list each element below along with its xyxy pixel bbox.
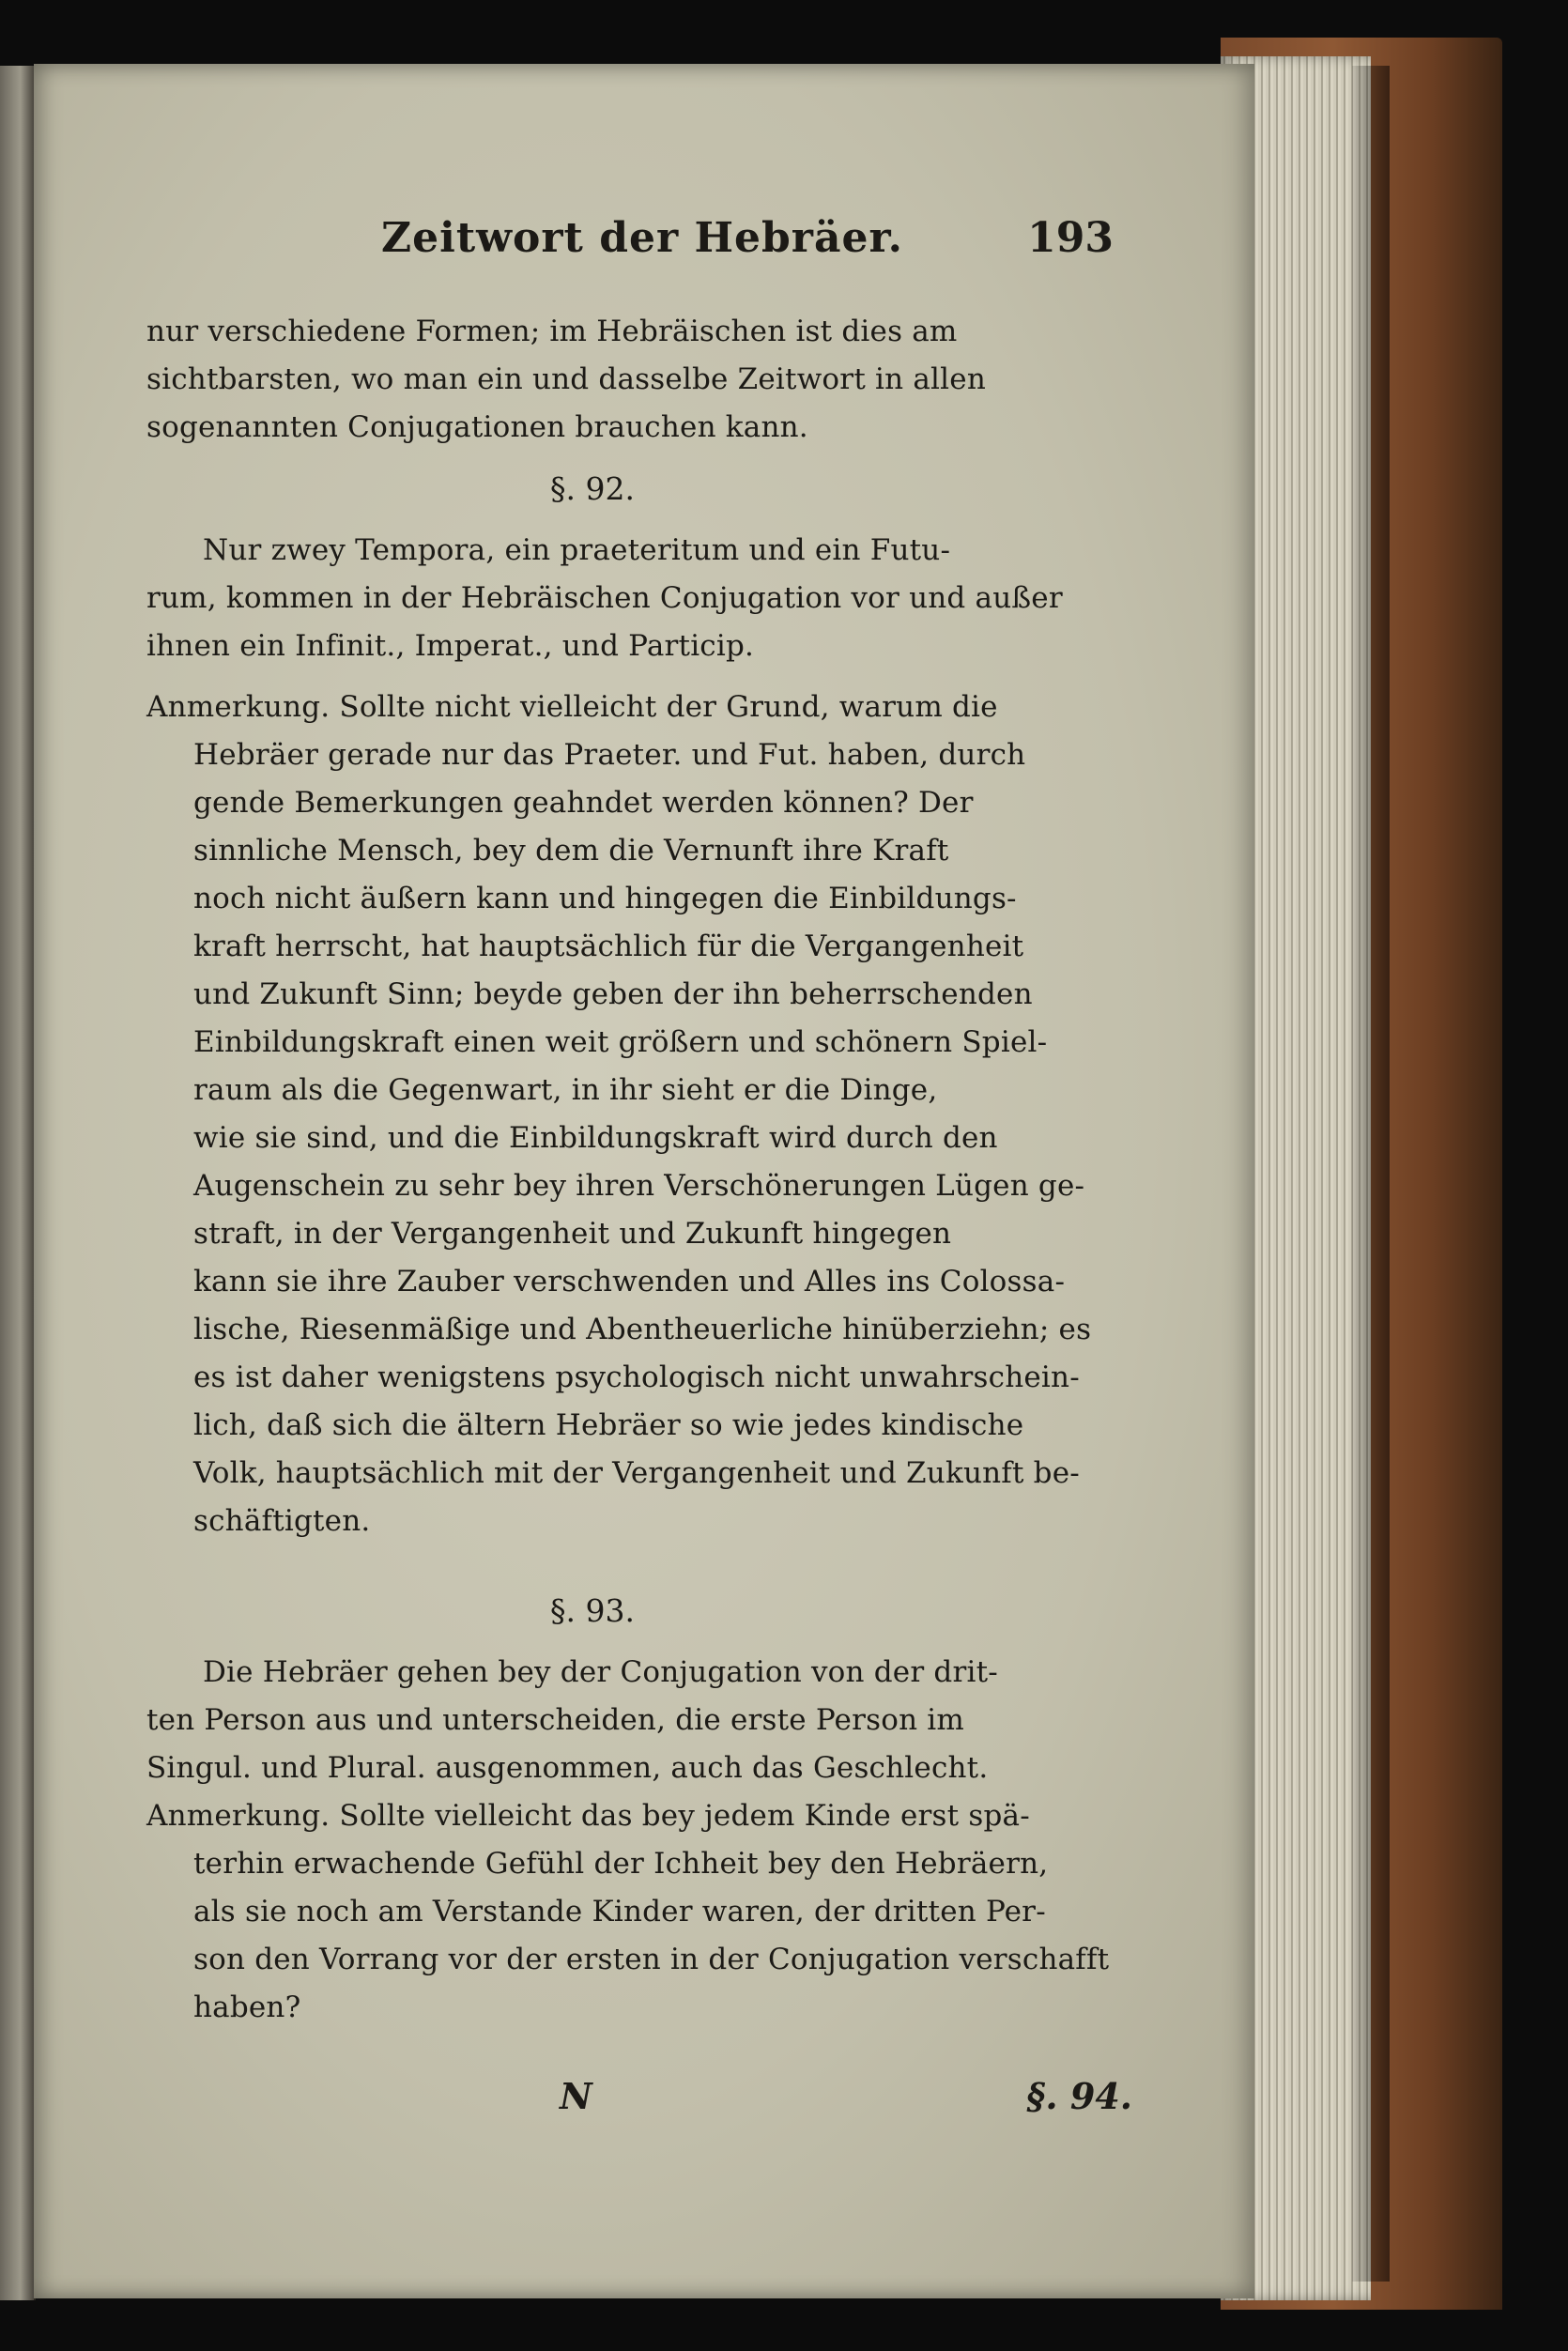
text-line: sichtbarsten, wo man ein und dasselbe Zeitwort in allen: [146, 362, 986, 396]
note-line: Anmerkung. Sollte vielleicht das bey jedem Kinde erst spä-: [146, 1799, 1030, 1833]
running-title: Zeitwort der Hebräer.: [381, 214, 903, 262]
section-heading-93: §. 93.: [550, 1592, 635, 1629]
note-line: schäftigten.: [193, 1504, 371, 1538]
note-line: lich, daß sich die ältern Hebräer so wie jedes kindische: [193, 1408, 1024, 1442]
note-line: Anmerkung. Sollte nicht vielleicht der Grund, warum die: [146, 690, 998, 724]
note-line: Hebräer gerade nur das Praeter. und Fut. haben, durch: [193, 738, 1026, 772]
note-line: gende Bemerkungen geahndet werden können? Der: [193, 786, 974, 820]
section-heading-92: §. 92.: [550, 470, 635, 507]
note-anmerkung-1: [146, 684, 1132, 1545]
page-content: [146, 214, 1132, 2129]
text-line: sogenannten Conjugationen brauchen kann.: [146, 410, 808, 444]
signature-mark: N: [560, 2075, 592, 2117]
page-number: 193: [1027, 214, 1114, 262]
note-line: haben?: [193, 1990, 301, 2024]
text-line: ten Person aus und unterscheiden, die erste Person im: [146, 1703, 965, 1737]
page-footer: [146, 2064, 1132, 2129]
text-line: Die Hebräer gehen bey der Conjugation von der drit-: [203, 1655, 998, 1689]
book-page: [34, 64, 1254, 2298]
note-line: lische, Riesenmäßige und Abentheuerliche hinüberziehn; es: [193, 1313, 1092, 1346]
note-line: wie sie sind, und die Einbildungskraft wird durch den: [193, 1121, 998, 1155]
note-line: sinnliche Mensch, bey dem die Vernunft ihre Kraft: [193, 834, 949, 868]
note-line: raum als die Gegenwart, in ihr sieht er die Dinge,: [193, 1073, 938, 1107]
previous-page-edge: [0, 66, 36, 2300]
note-line: terhin erwachende Gefühl der Ichheit bey den Hebräern,: [193, 1847, 1049, 1881]
note-line: und Zukunft Sinn; beyde geben der ihn beherrschenden: [193, 977, 1033, 1011]
text-line: nur verschiedene Formen; im Hebräischen ist dies am: [146, 315, 958, 348]
text-line: Singul. und Plural. ausgenommen, auch das Geschlecht.: [146, 1751, 989, 1785]
binding-shadow: [1352, 66, 1390, 2282]
note-anmerkung-2: [146, 1792, 1132, 2032]
note-line: straft, in der Vergangenheit und Zukunft hingegen: [193, 1217, 952, 1251]
catchword: §. 94.: [1026, 2075, 1132, 2117]
note-line: als sie noch am Verstande Kinder waren, der dritten Per-: [193, 1895, 1046, 1928]
note-line: son den Vorrang vor der ersten in der Conjugation verschafft: [193, 1943, 1110, 1976]
page-header: [146, 214, 1132, 308]
text-line: Nur zwey Tempora, ein praeteritum und ein Futu-: [203, 533, 951, 567]
note-line: es ist daher wenigstens psychologisch nicht unwahrschein-: [193, 1360, 1080, 1394]
note-line: Einbildungskraft einen weit größern und schönern Spiel-: [193, 1025, 1048, 1059]
note-line: kann sie ihre Zauber verschwenden und Alles ins Colossa-: [193, 1265, 1066, 1298]
note-line: Augenschein zu sehr bey ihren Verschönerungen Lügen ge-: [193, 1169, 1085, 1203]
paragraph-tempora: [146, 527, 1132, 670]
paragraph-person: [146, 1649, 1132, 1792]
note-line: noch nicht äußern kann und hingegen die Einbildungs-: [193, 882, 1017, 915]
paragraph-continuation: [146, 308, 1132, 452]
note-line: kraft herrscht, hat hauptsächlich für die Vergangenheit: [193, 930, 1024, 963]
note-line: Volk, hauptsächlich mit der Vergangenheit und Zukunft be-: [193, 1456, 1080, 1490]
text-line: ihnen ein Infinit., Imperat., und Particip.: [146, 629, 755, 663]
text-line: rum, kommen in der Hebräischen Conjugation vor und außer: [146, 581, 1063, 615]
